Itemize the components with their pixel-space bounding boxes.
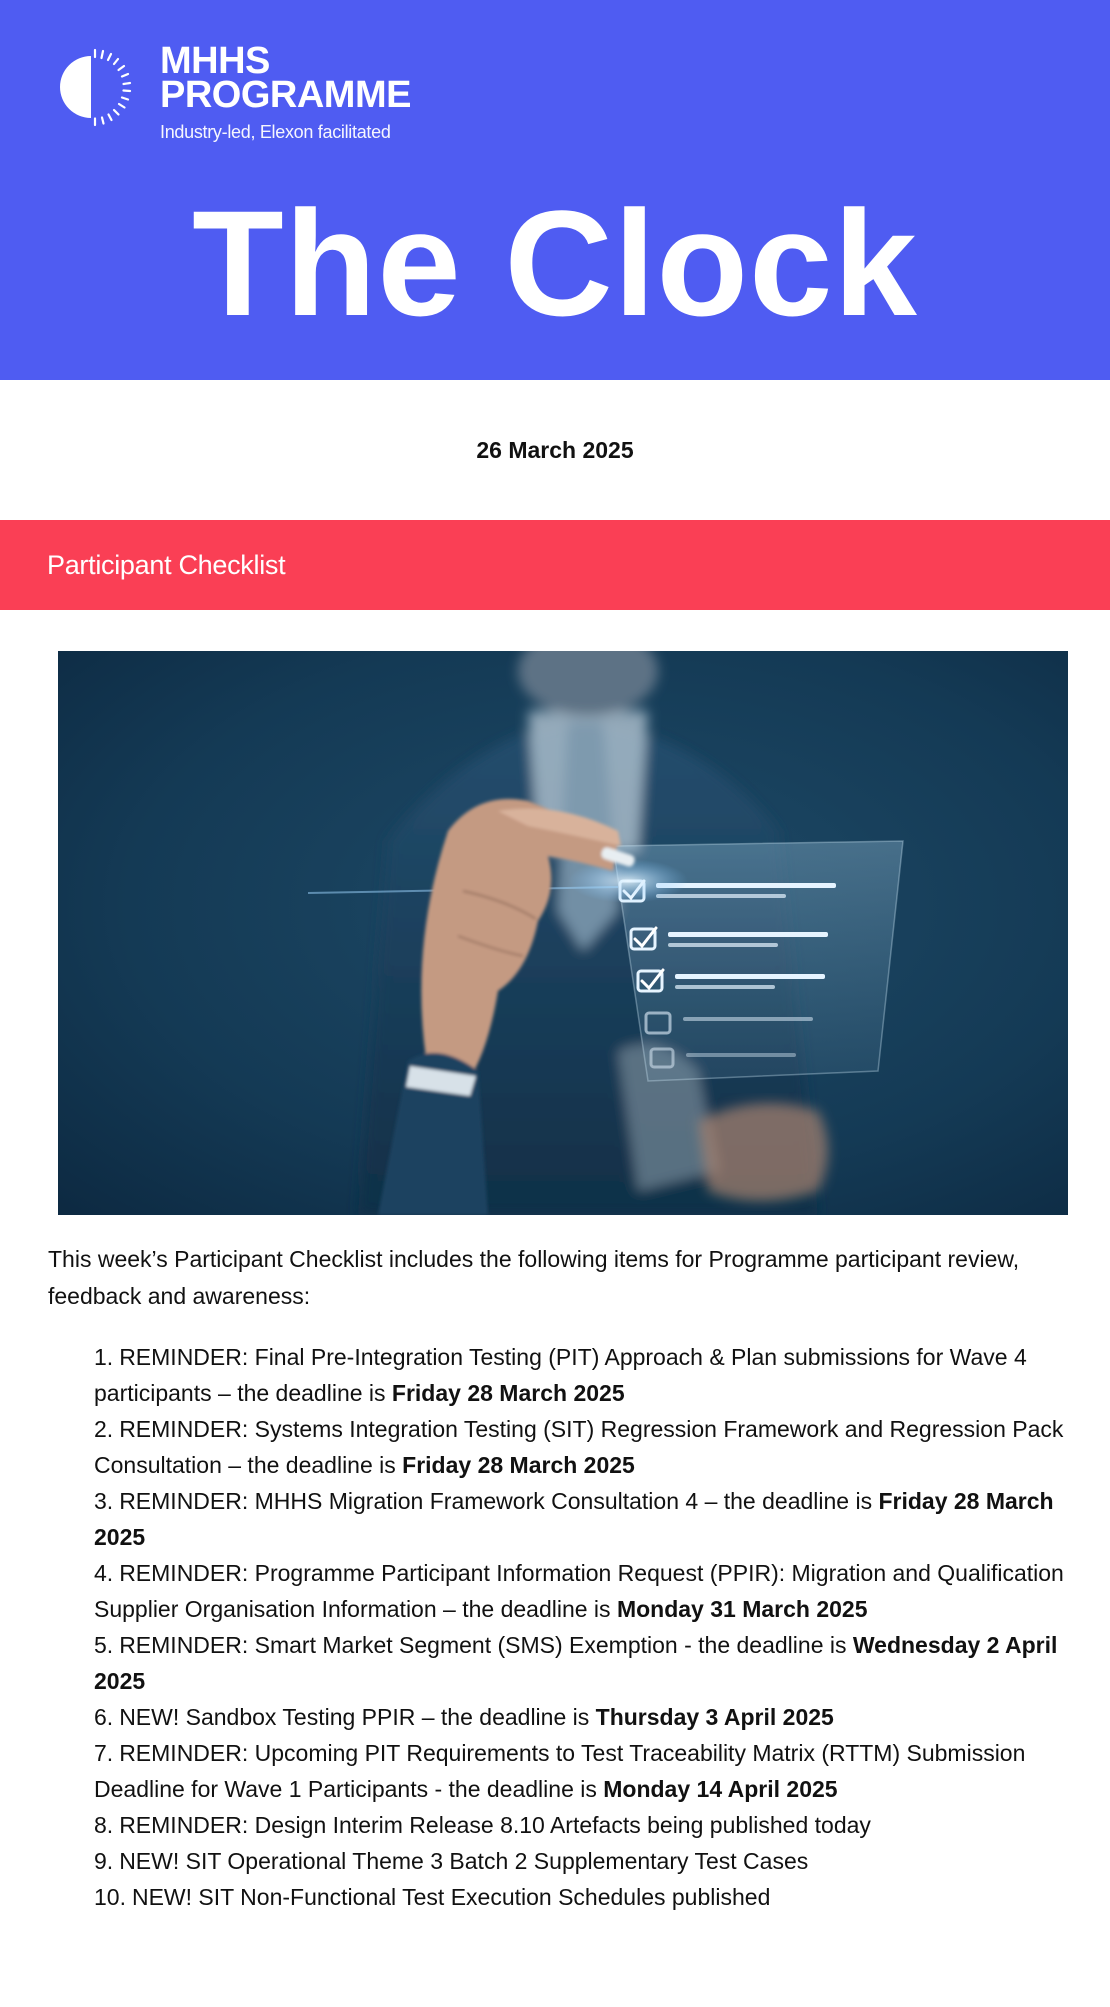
logo-tagline: Industry-led, Elexon facilitated [160, 122, 391, 142]
checklist-item-text: REMINDER: Systems Integration Testing (SIT) Regression Framework and Regression Pack Consultation – the deadline is [94, 1416, 1064, 1478]
programme-logo[interactable] [48, 40, 411, 143]
checklist-item-text: NEW! SIT Non-Functional Test Execution Schedules published [131, 1884, 771, 1910]
logo-line-1: MHHS [160, 40, 270, 82]
checklist-item-text: REMINDER: MHHS Migration Framework Consultation 4 – the deadline is [119, 1488, 879, 1514]
checklist-item-text: NEW! SIT Operational Theme 3 Batch 2 Supplementary Test Cases [119, 1848, 809, 1874]
checklist-item-deadline: Friday 28 March 2025 [402, 1452, 635, 1478]
checklist-item-number: 7. [94, 1740, 114, 1766]
checklist-item-number: 5. [94, 1632, 114, 1658]
checklist-item[interactable] [94, 1555, 1070, 1627]
checklist-item-deadline: Thursday 3 April 2025 [595, 1704, 834, 1730]
checklist-item-number: 4. [94, 1560, 114, 1586]
checklist-item[interactable] [94, 1699, 1070, 1735]
checklist-item[interactable] [94, 1339, 1070, 1411]
checklist-item-text: REMINDER: Smart Market Segment (SMS) Exemption - the deadline is [119, 1632, 853, 1658]
section-title: Participant Checklist [47, 549, 286, 580]
checklist-item[interactable] [94, 1735, 1070, 1807]
checklist-item[interactable] [94, 1411, 1070, 1483]
checklist-item-text: REMINDER: Final Pre-Integration Testing (PIT) Approach & Plan submissions for Wave 4 participants – the deadline is [94, 1344, 1027, 1406]
intro-paragraph: This week’s Participant Checklist includes the following items for Programme participant review, feedback and awareness: [48, 1246, 1020, 1309]
logo-text [160, 40, 411, 143]
checklist-item-text: REMINDER: Design Interim Release 8.10 Artefacts being published today [119, 1812, 871, 1838]
checklist-item-number: 2. [94, 1416, 114, 1442]
header-banner [0, 0, 1110, 380]
checklist-item-deadline: Wednesday 2 April 2025 [94, 1632, 1058, 1694]
checklist-item[interactable] [94, 1627, 1070, 1699]
checklist-item[interactable] [94, 1483, 1070, 1555]
checklist-item-deadline: Friday 28 March 2025 [94, 1488, 1054, 1550]
checklist-item-number: 8. [94, 1812, 114, 1838]
logo-line-2: PROGRAMME [160, 74, 411, 116]
checklist-item-number: 3. [94, 1488, 114, 1514]
checklist-item[interactable] [94, 1807, 1070, 1843]
half-sun-logo-icon [48, 44, 134, 130]
checklist [94, 1339, 1070, 1915]
checklist-item-number: 9. [94, 1848, 114, 1874]
checklist-item-text: REMINDER: Upcoming PIT Requirements to Test Traceability Matrix (RTTM) Submission Deadline for Wave 1 Participants - the deadline is [94, 1740, 1026, 1802]
checklist-item-deadline: Monday 31 March 2025 [616, 1596, 868, 1622]
checklist-hand-photo-icon [58, 651, 1068, 1215]
newsletter-title: The Clock [192, 179, 918, 347]
issue-date: 26 March 2025 [476, 436, 634, 463]
checklist-item-deadline: Monday 14 April 2025 [603, 1776, 838, 1802]
checklist-item-deadline: Friday 28 March 2025 [391, 1380, 625, 1406]
checklist-item-number: 10. [94, 1884, 126, 1910]
checklist-item-text: NEW! Sandbox Testing PPIR – the deadline is [119, 1704, 596, 1730]
section-header [0, 520, 1110, 610]
checklist-item-number: 1. [94, 1344, 114, 1370]
checklist-item[interactable] [94, 1879, 1070, 1915]
checklist-item-number: 6. [94, 1704, 114, 1730]
checklist-item-text: REMINDER: Programme Participant Information Request (PPIR): Migration and Qualification Supplier Organisation Information – the deadline is [94, 1560, 1064, 1622]
checklist-item[interactable] [94, 1843, 1070, 1879]
